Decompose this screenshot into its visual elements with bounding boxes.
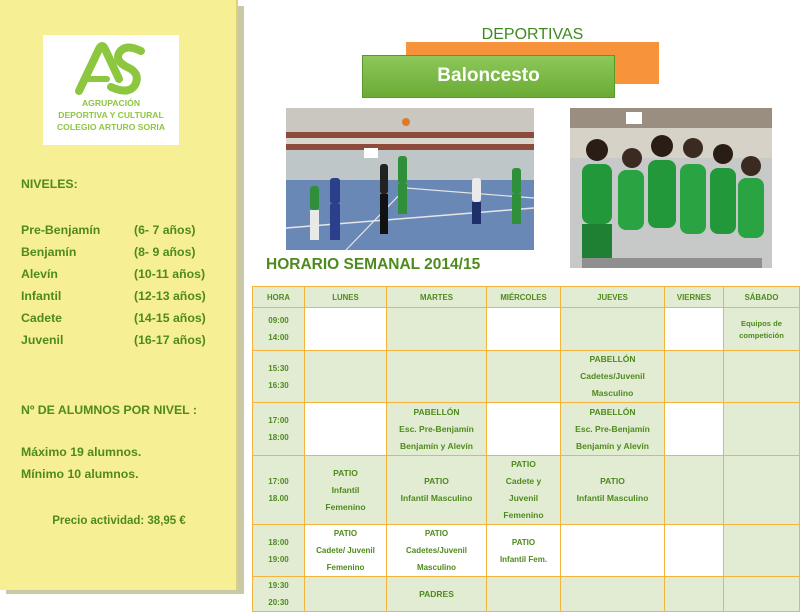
table-row xyxy=(253,308,800,351)
slot-text-line: Esc. Pre-Benjamín xyxy=(399,423,474,434)
slot-text-line: Benjamín y Alevín xyxy=(400,440,473,451)
level-ages: (6- 7 años) xyxy=(134,223,196,237)
level-name: Pre-Benjamín xyxy=(21,223,101,237)
logo xyxy=(43,35,179,145)
time-cell xyxy=(253,403,305,456)
slot-text-line: Cadete/ Juvenil Femenino xyxy=(316,546,375,572)
slot-text-line: Cadetes/Juvenil Masculino xyxy=(580,371,645,398)
slot-cell xyxy=(387,403,487,456)
time-end: 19:00 xyxy=(268,554,289,564)
sport-title: Baloncesto xyxy=(437,65,540,86)
table-row xyxy=(253,403,800,456)
slot-cell xyxy=(724,403,800,456)
slot-text-line: Cadete y xyxy=(505,476,542,486)
slot-text-line: PABELLÓN xyxy=(413,406,460,417)
levels-list xyxy=(21,219,231,351)
header-lunes: LUNES xyxy=(305,287,387,308)
header-miercoles: MIÉRCOLES xyxy=(487,287,561,308)
slot-cell xyxy=(305,403,387,456)
slot-cell xyxy=(665,308,724,351)
slot-cell xyxy=(487,403,561,456)
time-end: 18.00 xyxy=(268,494,289,503)
slot-cell xyxy=(305,577,387,612)
niveles-heading: NIVELES: xyxy=(21,177,78,191)
slot-cell xyxy=(561,351,665,403)
level-ages: (8- 9 años) xyxy=(134,245,196,259)
time-end: 18:00 xyxy=(268,433,289,442)
alumnos-heading: Nº DE ALUMNOS POR NIVEL : xyxy=(21,403,197,417)
logo-line-1: AGRUPACIÓN xyxy=(81,98,141,108)
sport-title-bar xyxy=(362,55,615,98)
slot-cell xyxy=(561,577,665,612)
slot-cell xyxy=(387,456,487,525)
time-cell xyxy=(253,577,305,612)
slot-text-line: Infantil Fem. xyxy=(499,554,548,564)
time-cell xyxy=(253,351,305,403)
slot-cell xyxy=(665,403,724,456)
level-name: Infantil xyxy=(21,289,62,303)
time-start: 15:30 xyxy=(268,363,289,373)
level-ages: (14-15 años) xyxy=(134,311,206,325)
slot-text-line: Femenino xyxy=(503,510,544,520)
basketball-game-photo xyxy=(286,108,534,250)
level-row xyxy=(21,329,231,351)
header-martes: MARTES xyxy=(387,287,487,308)
time-cell xyxy=(253,308,305,351)
time-end: 16:30 xyxy=(268,380,289,390)
slot-cell xyxy=(561,525,665,577)
level-row xyxy=(21,263,231,285)
slot-cell xyxy=(665,456,724,525)
time-start: 18:00 xyxy=(268,537,289,547)
slot-cell xyxy=(665,525,724,577)
time-end: 20:30 xyxy=(268,598,289,607)
level-name: Benjamín xyxy=(21,245,77,259)
slot-cell xyxy=(487,351,561,403)
table-row xyxy=(253,525,800,577)
slot-text-line: PABELLÓN xyxy=(589,406,636,417)
slot-cell xyxy=(561,308,665,351)
slot-text-line: Benjamín y Alevín xyxy=(576,440,649,451)
header-hora: HORA xyxy=(253,287,305,308)
team-huddle-photo xyxy=(570,108,772,268)
slot-text-line: PATIO xyxy=(424,529,449,538)
slot-text-line: PATIO xyxy=(511,537,536,547)
slot-text: Equipos de competición xyxy=(739,319,784,340)
max-students: Máximo 19 alumnos. xyxy=(21,445,142,459)
level-row xyxy=(21,285,231,307)
slot-cell xyxy=(665,577,724,612)
slot-cell xyxy=(305,351,387,403)
table-row xyxy=(253,577,800,612)
slot-text-line: PATIO xyxy=(424,476,449,486)
time-start: 17:00 xyxy=(268,477,289,486)
slot-cell xyxy=(387,308,487,351)
slot-text-line: PATIO xyxy=(333,529,358,538)
time-end: 14:00 xyxy=(268,333,289,342)
level-name: Alevín xyxy=(21,267,58,281)
table-row xyxy=(253,456,800,525)
slot-text-line: PATIO xyxy=(600,476,625,486)
slot-text-line: PABELLÓN xyxy=(589,354,636,364)
slot-text-line: Infantil Masculino xyxy=(576,493,649,503)
schedule-title: HORARIO SEMANAL 2014/15 xyxy=(266,256,481,273)
slot-cell xyxy=(305,308,387,351)
slot-text-line: PATIO xyxy=(511,459,536,469)
time-start: 19:30 xyxy=(268,581,289,590)
slot-text-line: Infantil Masculino xyxy=(400,493,473,503)
slot-cell xyxy=(561,456,665,525)
level-row xyxy=(21,307,231,329)
logo-line-3: COLEGIO ARTURO SORIA xyxy=(56,122,166,132)
slot-text-line: PATIO xyxy=(333,467,358,478)
slot-cell xyxy=(387,525,487,577)
logo-mark-icon xyxy=(75,39,147,97)
slot-text-line: Infantil xyxy=(331,484,360,495)
slot-cell xyxy=(724,308,800,351)
slot-cell xyxy=(724,351,800,403)
slot-cell xyxy=(724,577,800,612)
level-row xyxy=(21,219,231,241)
level-ages: (10-11 años) xyxy=(134,267,206,281)
level-row xyxy=(21,241,231,263)
slot-text-line: Cadetes/Juvenil Masculino xyxy=(406,546,467,572)
slot-cell xyxy=(665,351,724,403)
slot-text-line: Femenino xyxy=(325,501,366,512)
header-viernes: VIERNES xyxy=(665,287,724,308)
header-sabado: SÁBADO xyxy=(724,287,800,308)
level-ages: (12-13 años) xyxy=(134,289,206,303)
level-name: Cadete xyxy=(21,311,63,325)
slot-text-line: Esc. Pre-Benjamín xyxy=(575,423,650,434)
category-label: DEPORTIVAS xyxy=(481,26,584,43)
slot-cell xyxy=(487,577,561,612)
slot-cell xyxy=(487,525,561,577)
slot-cell xyxy=(561,403,665,456)
time-cell xyxy=(253,456,305,525)
table-row xyxy=(253,351,800,403)
sidebar xyxy=(0,0,238,590)
min-students: Mínimo 10 alumnos. xyxy=(21,467,139,481)
slot-cell xyxy=(487,456,561,525)
slot-cell xyxy=(724,525,800,577)
slot-cell xyxy=(387,577,487,612)
logo-line-2: DEPORTIVA Y CULTURAL xyxy=(58,110,164,120)
time-start: 09:00 xyxy=(268,316,289,325)
header-jueves: JUEVES xyxy=(561,287,665,308)
slot-text-line: PADRES xyxy=(419,588,454,599)
slot-cell xyxy=(487,308,561,351)
level-ages: (16-17 años) xyxy=(134,333,206,347)
level-name: Juvenil xyxy=(21,333,64,347)
slot-cell xyxy=(305,456,387,525)
slot-cell xyxy=(387,351,487,403)
schedule-table xyxy=(252,286,800,612)
slot-text-line: Juvenil xyxy=(508,493,539,503)
slot-cell xyxy=(305,525,387,577)
time-start: 17:00 xyxy=(268,416,289,425)
price-text: Precio actividad: 38,95 € xyxy=(52,515,186,527)
time-cell xyxy=(253,525,305,577)
slot-cell xyxy=(724,456,800,525)
